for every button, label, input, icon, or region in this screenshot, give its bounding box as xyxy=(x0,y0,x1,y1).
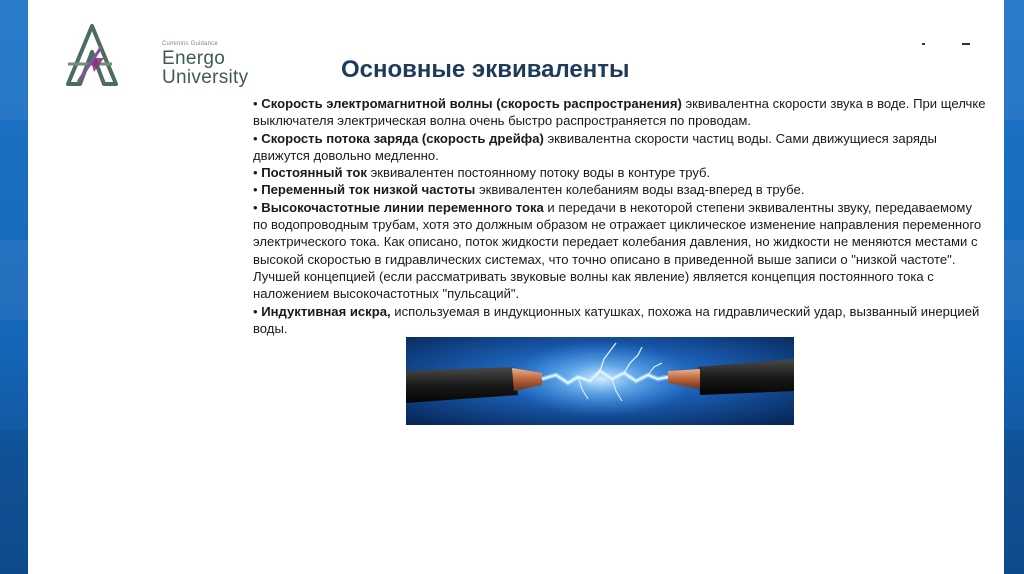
electric-spark-icon xyxy=(406,337,794,425)
left-blue-border xyxy=(0,0,28,574)
energo-university-logo xyxy=(64,24,249,94)
spark-wires-image xyxy=(406,337,794,425)
logo-text-university: University xyxy=(162,67,249,88)
top-right-marks xyxy=(922,43,982,49)
list-item: • Скорость потока заряда (скорость дрейфа) эквивалентна скорости частиц воды. Сами движущиеся заряды движутся довольно медленно. xyxy=(253,130,937,163)
logo-tagline: Cummins Guidance xyxy=(162,41,218,47)
slide-title: Основные эквиваленты xyxy=(341,56,630,83)
logo-triangle-icon xyxy=(64,24,120,88)
slide xyxy=(28,0,1004,574)
right-blue-border xyxy=(1004,0,1024,574)
list-item: • Постоянный ток эквивалентен постоянному потоку воды в контуре труб. xyxy=(253,165,711,181)
list-item: • Высокочастотные линии переменного тока и передачи в некоторой степени эквивалентны звуку, передаваемому по водопроводным трубам, хотя это должным образом не отражает циклическое изменение направления переменного электрического тока. Как описано, поток жидкости передает колебания давления, но жидкости не меняются местами с высокой скоростью в гидравлических системах, что точно описано в приведенной выше записи о "низкой частоте". Лучшей концепцией (если рассматривать звуковые волны как явление) является концепция постоянного тока с наложением высокочастотных "пульсаций". xyxy=(253,199,982,302)
logo-text-energo: Energo xyxy=(162,48,226,69)
list-item: • Переменный ток низкой частоты эквивалентен колебаниям воды взад-вперед в трубе. xyxy=(253,182,805,198)
bullet-list xyxy=(253,95,988,337)
list-item: • Скорость электромагнитной волны (скорость распространения) эквивалентна скорости звука в воде. При щелчке выключателя электрическая волна очень быстро распространяется по проводам. xyxy=(253,96,986,129)
list-item: • Индуктивная искра, используемая в индукционных катушках, похожа на гидравлический удар, вызванный инерцией воды. xyxy=(253,303,980,336)
